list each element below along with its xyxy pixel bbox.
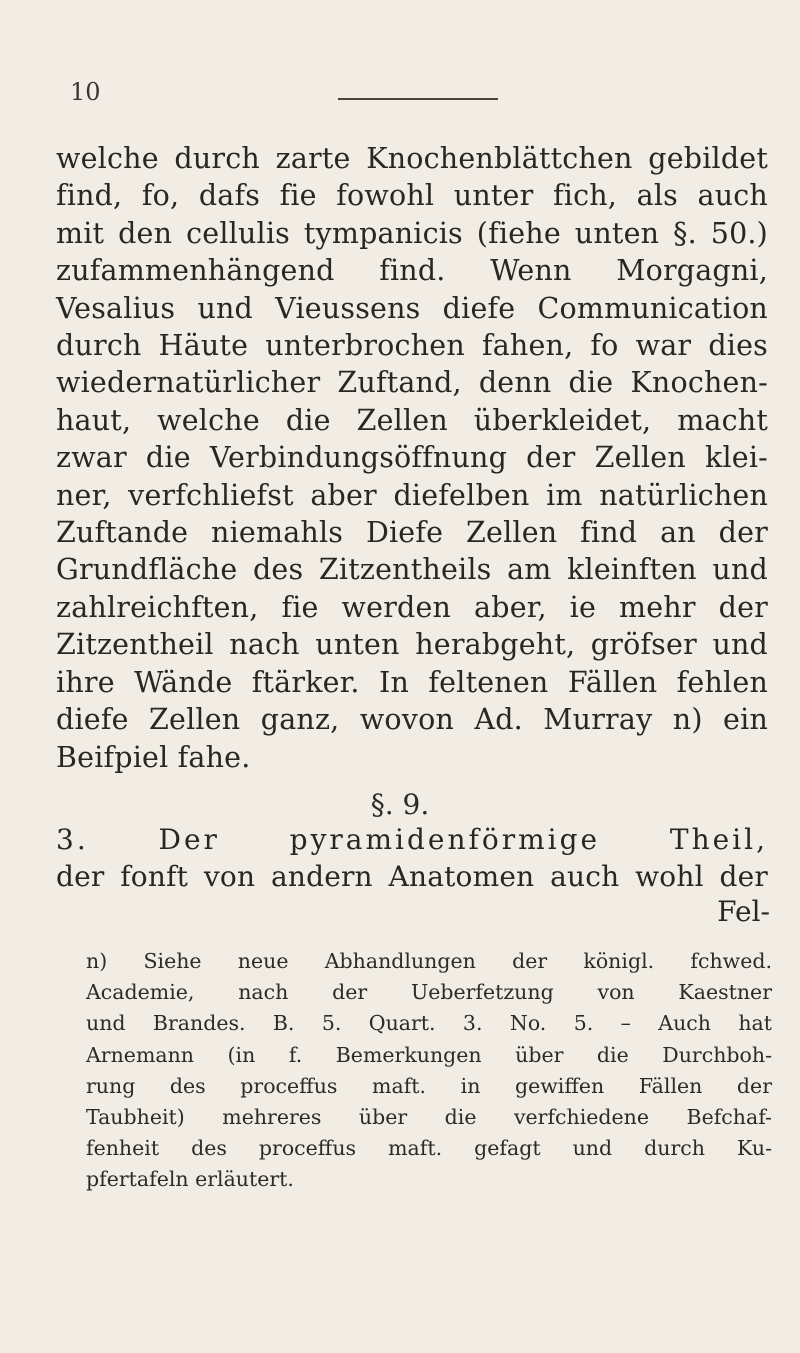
- text-line: zwar die Verbindungsöffnung der Zellen klei-: [56, 441, 768, 475]
- footnote-line: n) Siehe neue Abhandlungen der königl. fchwed.: [86, 949, 772, 973]
- text-line: Zuftande niemahls Diefe Zellen find an der: [56, 516, 768, 550]
- page-header: [0, 78, 800, 118]
- text-line: wiedernatürlicher Zuftand, denn die Knochen-: [56, 366, 768, 400]
- text-line: Beifpiel fahe.: [56, 740, 251, 774]
- text-line: diefe Zellen ganz, wovon Ad. Murray n) ein: [56, 703, 768, 737]
- footnote-line: und Brandes. B. 5. Quart. 3. No. 5. – Auch hat: [86, 1011, 772, 1036]
- main-text: [56, 140, 768, 776]
- text-line: ihre Wände ftärker. In feltenen Fällen fehlen: [56, 665, 768, 699]
- text-line: durch Häute unterbrochen fahen, fo war dies: [56, 329, 768, 363]
- text-line: mit den cellulis tympanicis (fiehe unten §. 50.): [56, 216, 768, 250]
- footnote-line: rung des proceffus maft. in gewiffen Fällen der: [86, 1073, 772, 1098]
- text-line: Vesalius und Vieussens diefe Communication: [56, 291, 768, 325]
- text-line: der fonft von andern Anatomen auch wohl der: [56, 859, 768, 893]
- text-line: haut, welche die Zellen überkleidet, macht: [56, 403, 768, 437]
- section-text: [56, 822, 768, 895]
- section-heading-line: 3. Der pyramidenförmige Theil,: [56, 823, 768, 856]
- footnote-line: fenheit des proceffus maft. gefagt und durch Ku-: [86, 1136, 772, 1161]
- page-number: 10: [70, 78, 101, 106]
- footnote-line: Taubheit) mehreres über die verfchiedene Befchaf-: [86, 1105, 772, 1130]
- footnote-line: Arnemann (in f. Bemerkungen über die Durchboh-: [86, 1042, 772, 1067]
- text-line: Zitzentheil nach unten herabgeht, gröfser und: [56, 628, 768, 662]
- footnote-line: pfertafeln erläutert.: [86, 1167, 294, 1192]
- text-line: ner, verfchliefst aber diefelben im natürlichen: [56, 478, 768, 512]
- text-line: Grundfläche des Zitzentheils am kleinften und: [56, 553, 768, 587]
- header-rule: [338, 98, 498, 100]
- text-line: welche durch zarte Knochenblättchen gebildet: [56, 142, 768, 175]
- text-line: find, fo, dafs fie fowohl unter fich, als auch: [56, 179, 768, 213]
- section-mark: §. 9.: [370, 788, 430, 821]
- footnote-line: Academie, nach der Ueberfetzung von Kaestner: [86, 980, 772, 1005]
- footnote: [86, 946, 772, 1196]
- text-line: zufammenhängend find. Wenn Morgagni,: [56, 254, 768, 288]
- text-line: zahlreichften, fie werden aber, ie mehr der: [56, 590, 768, 624]
- catchword: Fel-: [717, 895, 770, 928]
